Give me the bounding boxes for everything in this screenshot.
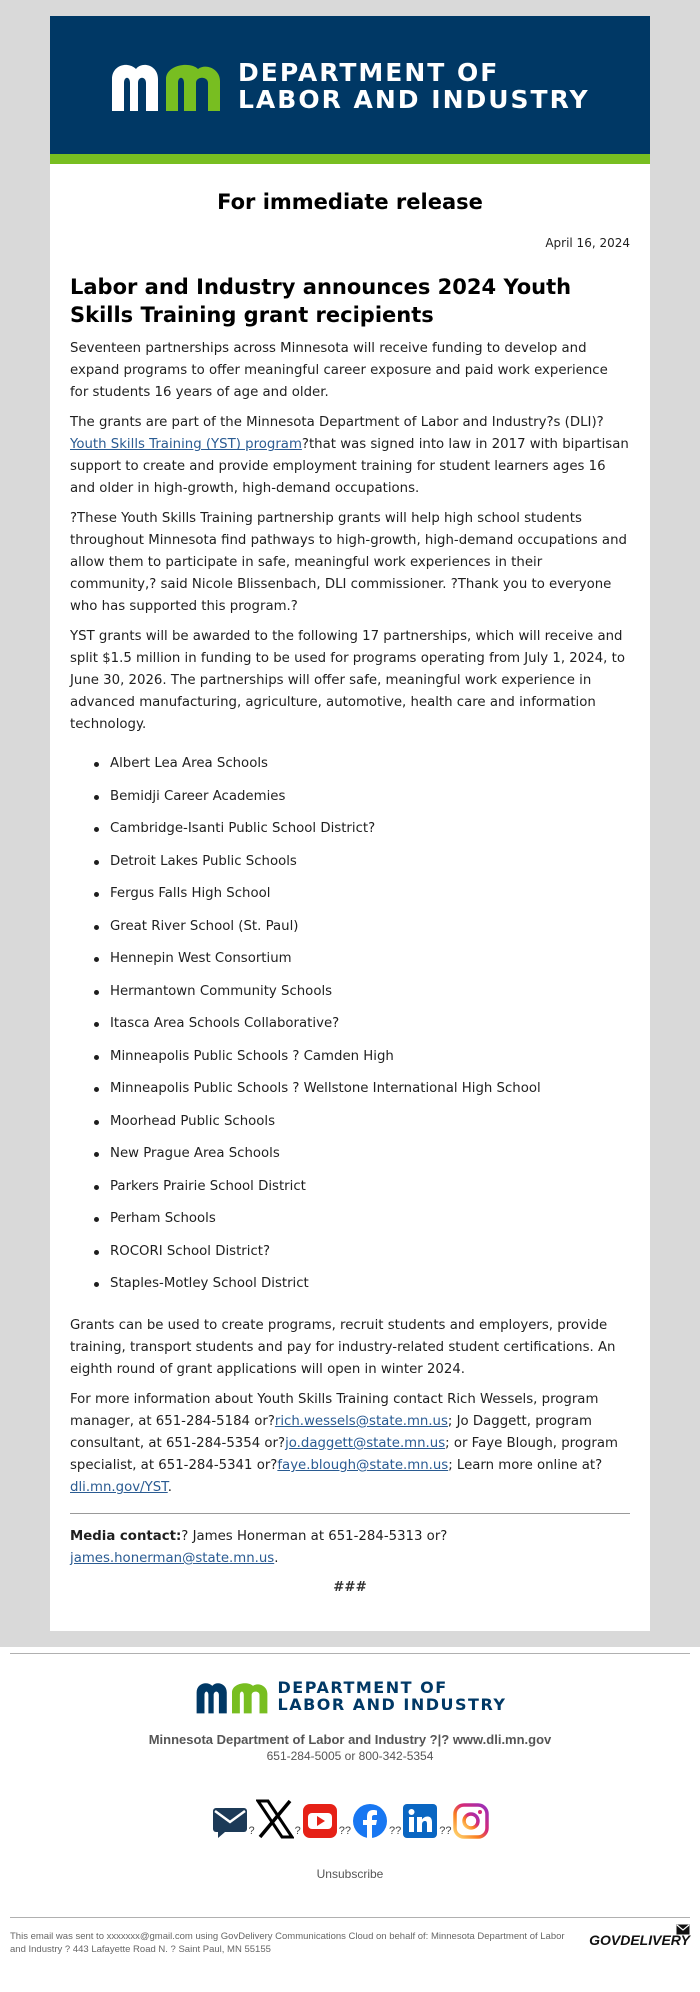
media-contact-end: .	[274, 1550, 279, 1566]
media-contact-text: ? James Honerman at 651-284-5313 or?	[181, 1528, 448, 1544]
delivery-disclaimer: This email was sent to xxxxxxx@gmail.com using GovDelivery Communications Cloud on behalf of: Minnesota Department of Labor and Industry ? 443 Lafayette Road N. ? Saint Paul, MN 55155	[10, 1930, 565, 1955]
intro-paragraph: Seventeen partnerships across Minnesota will receive funding to develop and expand programs to offer meaningful career exposure and paid work experience for students 16 years of age and older.	[70, 341, 608, 401]
list-item: Bemidji Career Academies	[94, 781, 630, 814]
footer-bottom	[0, 1918, 700, 1966]
youtube-icon[interactable]	[302, 1803, 338, 1839]
x-icon[interactable]	[256, 1799, 294, 1839]
jo-daggett-email-link[interactable]: jo.daggett@state.mn.us	[285, 1435, 446, 1451]
program-text-1: The grants are part of the Minnesota Department of Labor and Industry?s (DLI)?	[70, 415, 604, 431]
release-date: April 16, 2024	[545, 236, 630, 250]
list-item: Minneapolis Public Schools ? Camden High	[94, 1041, 630, 1074]
contact-paragraph	[70, 1389, 630, 1499]
list-item: Great River School (St. Paul)	[94, 911, 630, 944]
list-item: New Prague Area Schools	[94, 1138, 630, 1171]
list-item: Albert Lea Area Schools	[94, 748, 630, 781]
footer-top-rule	[10, 1653, 690, 1654]
program-text-2: ?that was signed into law in 2017 with bipartisan support to create and provide employment training for student learners ages 16 and older in high-growth, high-demand occupations.	[70, 437, 629, 497]
govdelivery-logo[interactable]	[580, 1930, 690, 1949]
contact-text-2: ; Jo Daggett, program consultant, at 651-284-5354 or?	[70, 1413, 592, 1451]
list-item: Detroit Lakes Public Schools	[94, 846, 630, 879]
list-item: Hermantown Community Schools	[94, 976, 630, 1009]
release-content	[50, 164, 650, 1631]
program-paragraph	[70, 412, 630, 500]
media-contact-label: Media contact:	[70, 1528, 182, 1544]
release-label: For immediate release	[217, 190, 483, 214]
list-item: Hennepin West Consortium	[94, 943, 630, 976]
grant-uses-paragraph: Grants can be used to create programs, recruit students and employers, provide training, transport students and pay for industry-related student certifications. An eighth round of grant applications will open in winter 2024.	[70, 1317, 616, 1377]
dept-line-2: LABOR AND INDUSTRY	[238, 85, 590, 114]
dept-name	[238, 60, 590, 112]
govdelivery-brand: GOVDELIVERY	[589, 1931, 690, 1948]
header-banner	[50, 16, 650, 154]
end-mark: ###	[333, 1579, 367, 1595]
media-contact	[70, 1526, 630, 1570]
footer-dli-logo[interactable]	[0, 1680, 700, 1714]
footer-phone-line: 651-284-5005 or 800-342-5354	[266, 1748, 434, 1763]
dept-line-1: DEPARTMENT OF	[238, 58, 500, 87]
yst-website-link[interactable]: dli.mn.gov/YST	[70, 1479, 168, 1495]
social-separator: ??	[338, 1824, 351, 1837]
contact-text-3: ; or Faye Blough, program specialist, at 651-284-5341 or?	[70, 1435, 618, 1473]
content-divider	[70, 1513, 630, 1514]
headline: Labor and Industry announces 2024 Youth Skills Training grant recipients	[70, 275, 572, 327]
social-separator: ??	[389, 1824, 402, 1837]
email-footer	[0, 1647, 700, 1966]
footer-dept-line-2: LABOR AND INDUSTRY	[277, 1695, 507, 1715]
social-separator: ??	[439, 1824, 452, 1837]
footer-dept-line-1: DEPARTMENT OF	[277, 1678, 448, 1698]
email-card	[50, 16, 650, 1631]
list-item: Cambridge-Isanti Public School District?	[94, 813, 630, 846]
list-item: Perham Schools	[94, 1203, 630, 1236]
media-contact-email-link[interactable]: james.honerman@state.mn.us	[70, 1550, 275, 1566]
unsubscribe-link[interactable]: Unsubscribe	[316, 1866, 384, 1881]
list-item: Fergus Falls High School	[94, 878, 630, 911]
quote-paragraph: ?These Youth Skills Training partnership grants will help high school students throughout Minnesota find pathways to high-growth, high-demand occupations and allow them to participate in safe, meaningful work experiences in their community,? said Nicole Blissenbach, DLI commissioner. ?Thank you to everyone who has supported this program.?	[70, 511, 627, 615]
list-item: Staples-Motley School District	[94, 1268, 630, 1301]
facebook-icon[interactable]	[352, 1803, 388, 1839]
mn-mark-icon	[108, 61, 224, 111]
linkedin-icon[interactable]	[402, 1803, 438, 1839]
list-item: Itasca Area Schools Collaborative?	[94, 1008, 630, 1041]
footer-org-line: Minnesota Department of Labor and Industry ?|? www.dli.mn.gov	[148, 1731, 552, 1747]
contact-text-5: .	[167, 1479, 172, 1495]
social-links	[0, 1793, 700, 1839]
award-paragraph: YST grants will be awarded to the following 17 partnerships, which will receive and split $1.5 million in funding to be used for programs operating from July 1, 2024, to June 30, 2026. The partnerships will offer safe, meaningful work experience in advanced manufacturing, agriculture, automotive, health care and information technology.	[70, 629, 625, 733]
mn-mark-icon	[194, 1680, 270, 1714]
partners-list	[70, 748, 630, 1301]
rich-wessels-email-link[interactable]: rich.wessels@state.mn.us	[274, 1413, 448, 1429]
instagram-icon[interactable]	[453, 1803, 489, 1839]
list-item: Minneapolis Public Schools ? Wellstone International High School	[94, 1073, 630, 1106]
list-item: ROCORI School District?	[94, 1236, 630, 1269]
social-separator: ?	[294, 1824, 301, 1837]
contact-text-4: ; Learn more online at?	[448, 1457, 603, 1473]
list-item: Parkers Prairie School District	[94, 1171, 630, 1204]
yst-program-link[interactable]: Youth Skills Training (YST) program	[70, 437, 302, 453]
list-item: Moorhead Public Schools	[94, 1106, 630, 1139]
email-icon[interactable]	[212, 1805, 248, 1839]
faye-blough-email-link[interactable]: faye.blough@state.mn.us	[277, 1457, 449, 1473]
mn-dli-logo	[108, 60, 590, 112]
contact-text-1: For more information about Youth Skills Training contact Rich Wessels, program manager, at 651-284-5184 or?	[70, 1391, 599, 1429]
social-separator: ?	[248, 1824, 255, 1837]
banner-green-stripe	[50, 154, 650, 164]
